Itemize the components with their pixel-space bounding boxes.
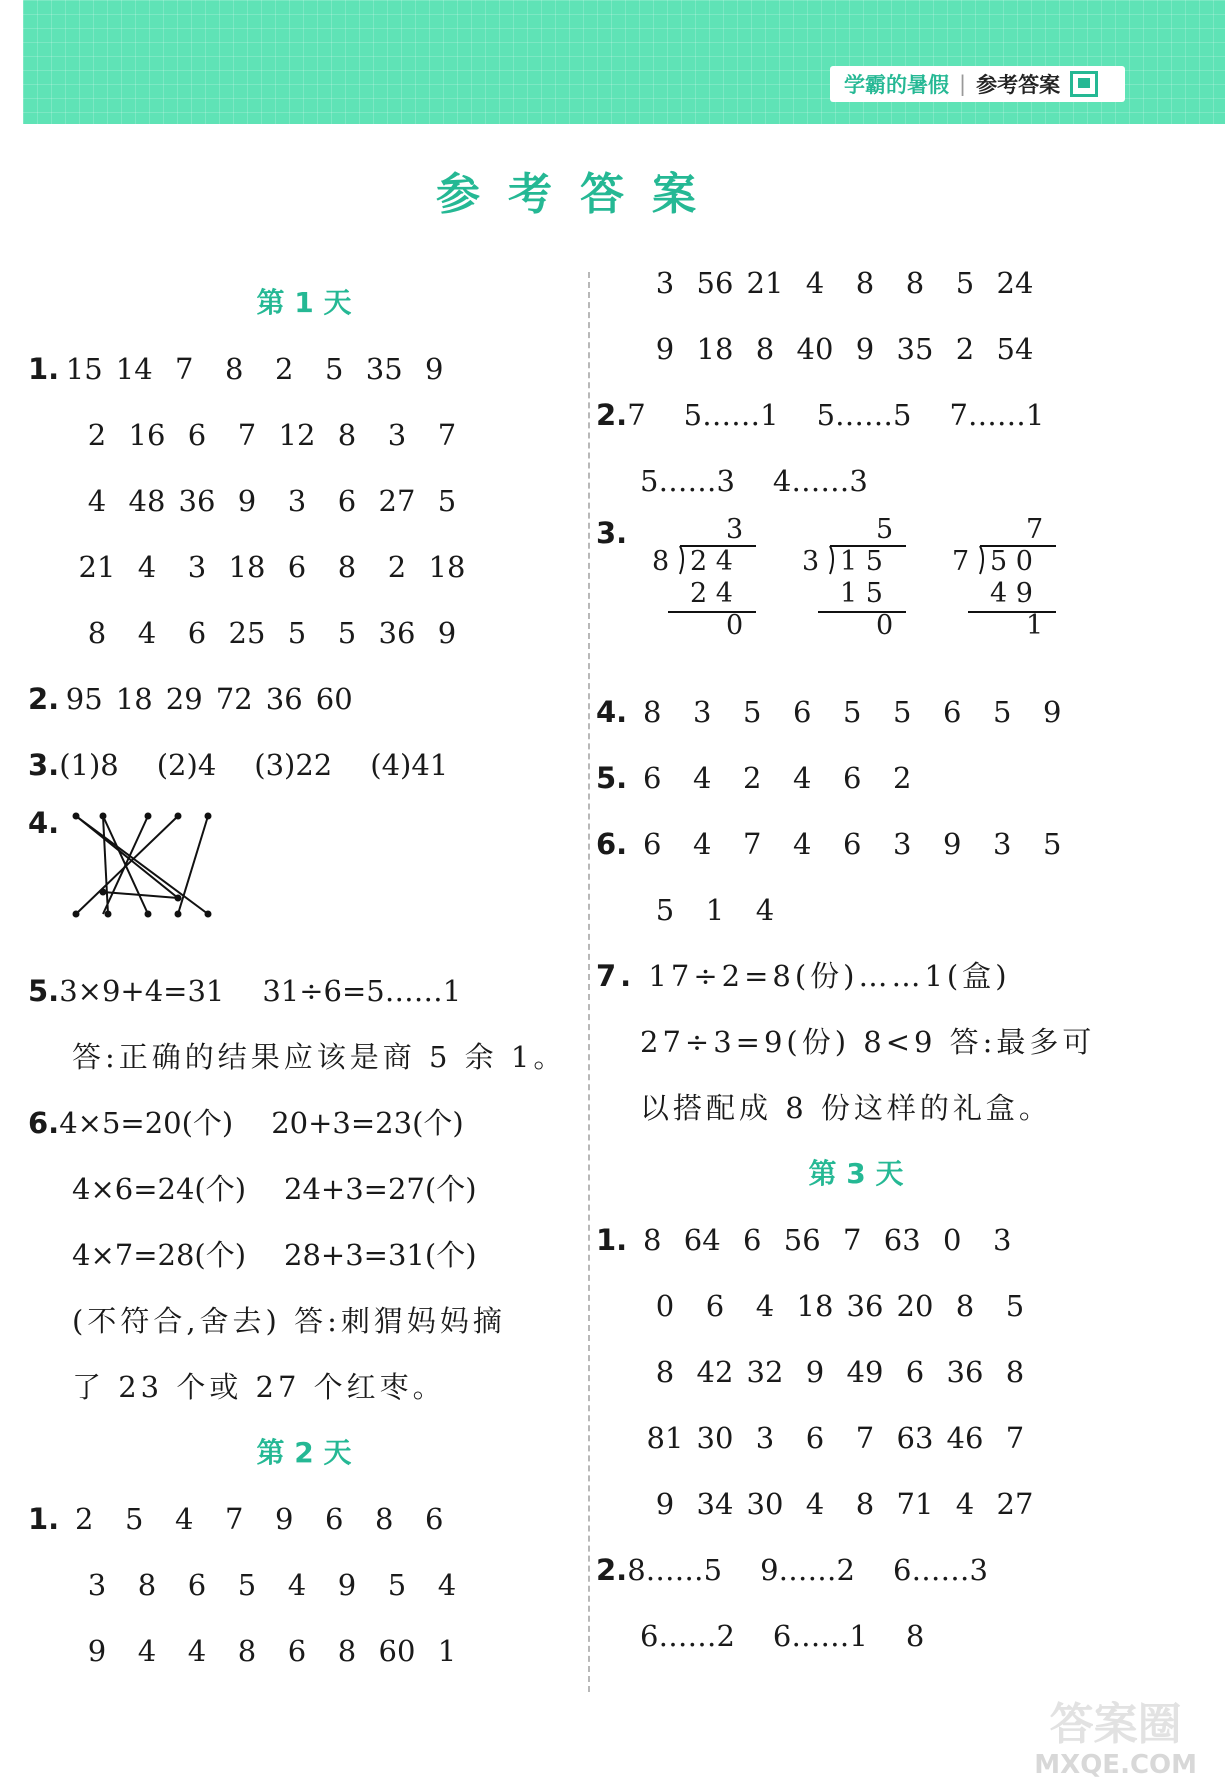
answer-value: 71 xyxy=(896,1487,934,1521)
answer-value: 6 xyxy=(842,761,862,795)
question: 2.7 5……1 5……5 7……1 xyxy=(596,382,1116,448)
answer-value: 30 xyxy=(696,1421,734,1455)
answer-value: 8 xyxy=(337,550,357,584)
answer-value: 36 xyxy=(178,484,216,518)
answer-value: 4 xyxy=(137,1634,157,1668)
answer-row xyxy=(596,250,1116,316)
answer-value: 9 xyxy=(337,1568,357,1602)
answer-value: 4×7=28(个) xyxy=(72,1238,247,1272)
header-separator: | xyxy=(959,72,967,96)
answer-value: 30 xyxy=(746,1487,784,1521)
answer-value: 4 xyxy=(692,761,712,795)
division-dividend: 5 0 xyxy=(990,546,1033,577)
answer-value: 4 xyxy=(955,1487,975,1521)
answer-value: 6 xyxy=(187,1568,207,1602)
answer-row xyxy=(596,877,1116,943)
answer-value: 9 xyxy=(805,1355,825,1389)
answer-value: 5 xyxy=(955,266,975,300)
answer-row xyxy=(28,1618,580,1684)
answer-value: 9 xyxy=(655,332,675,366)
answer-value: 2 xyxy=(87,418,107,452)
answer-value: 8 xyxy=(137,1568,157,1602)
answer-value: 8 xyxy=(374,1502,394,1536)
answer-value: 6 xyxy=(287,1634,307,1668)
division-bracket xyxy=(646,514,786,654)
answer-value: 54 xyxy=(996,332,1034,366)
answer-value: 4 xyxy=(805,1487,825,1521)
answer-value: 15 xyxy=(65,352,103,386)
answer-value: 3 xyxy=(692,695,712,729)
answer-value: 1 xyxy=(705,893,725,927)
answer-value: 64 xyxy=(683,1223,721,1257)
answer-value: 56 xyxy=(783,1223,821,1257)
answer-value: 8 xyxy=(905,266,925,300)
division-remainder: 0 xyxy=(876,610,894,641)
question: 7. 17÷2=8(份)……1(盒) xyxy=(596,959,1011,993)
answer-value: (4)41 xyxy=(370,748,449,782)
question: 1. 15 14 7 8 2 5 35 9 xyxy=(28,336,580,402)
answer-value: 5 xyxy=(324,352,344,386)
answer-value: 28+3=31(个) xyxy=(284,1238,477,1272)
question: 1. 8 64 6 56 7 63 0 3 xyxy=(596,1207,1116,1273)
answer-text: (不符合,舍去) 答:刺猬妈妈摘 xyxy=(72,1304,506,1338)
answer-value: 3 xyxy=(187,550,207,584)
answer-row xyxy=(28,534,580,600)
answer-value: 21 xyxy=(746,266,784,300)
answer-value: 42 xyxy=(696,1355,734,1389)
answer-value: 6 xyxy=(792,695,812,729)
answer-value: 5……1 xyxy=(683,398,779,432)
long-division xyxy=(946,514,1086,674)
answer-value: 48 xyxy=(128,484,166,518)
answer-value: 6 xyxy=(942,695,962,729)
question: 5.3×9+4=31 31÷6=5……1 xyxy=(28,958,580,1024)
answer-value: 72 xyxy=(215,682,253,716)
answer-value: 36 xyxy=(378,616,416,650)
answer-value: 9 xyxy=(424,352,444,386)
division-dividend: 1 5 xyxy=(840,546,883,577)
answer-value: 6……3 xyxy=(893,1553,988,1587)
answer-value: 2 xyxy=(274,352,294,386)
answer-value: 6 xyxy=(424,1502,444,1536)
answer-value: 3 xyxy=(755,1421,775,1455)
answer-value: 4 xyxy=(87,484,107,518)
answer-value: 56 xyxy=(696,266,734,300)
answer-value: 9……2 xyxy=(760,1553,856,1587)
answer-row xyxy=(596,448,1116,514)
long-division xyxy=(646,514,786,674)
answer-value: 18 xyxy=(228,550,266,584)
answer-value: 24+3=27(个) xyxy=(284,1172,477,1206)
answer-value: 5 xyxy=(892,695,912,729)
answer-value: 8 xyxy=(955,1289,975,1323)
answer-value: 0 xyxy=(942,1223,962,1257)
answer-value: (3)22 xyxy=(254,748,333,782)
answer-row xyxy=(596,316,1116,382)
answer-value: 63 xyxy=(883,1223,921,1257)
watermark: 答案圈 MXQE.COM xyxy=(1034,1699,1197,1780)
header-tag xyxy=(830,66,1125,102)
answer-value: 9 xyxy=(274,1502,294,1536)
answer-value: 0 xyxy=(655,1289,675,1323)
division-bracket xyxy=(796,514,936,654)
long-division xyxy=(796,514,936,674)
answer-value: (2)4 xyxy=(156,748,217,782)
answer-value: 3 xyxy=(287,484,307,518)
answer-value: 5 xyxy=(992,695,1012,729)
answer-value: 5 xyxy=(842,695,862,729)
answer-value: 5 xyxy=(387,1568,407,1602)
question: 1. 2 5 4 7 9 6 8 6 xyxy=(28,1486,580,1552)
answer-value: 8 xyxy=(224,352,244,386)
answer-value: 35 xyxy=(365,352,403,386)
answer-value: 8 xyxy=(337,1634,357,1668)
answer-row xyxy=(28,1156,580,1222)
answer-value: 3 xyxy=(992,827,1012,861)
answer-value: 2 xyxy=(892,761,912,795)
answer-value: 18 xyxy=(796,1289,834,1323)
answer-value: 2 xyxy=(742,761,762,795)
answer-value: 6 xyxy=(842,827,862,861)
answer-value: 63 xyxy=(896,1421,934,1455)
answer-value: 32 xyxy=(746,1355,784,1389)
answer-value: 6 xyxy=(287,550,307,584)
answer-value: 4 xyxy=(692,827,712,861)
answer-row xyxy=(28,1552,580,1618)
answer-value: 9 xyxy=(655,1487,675,1521)
answer-value: 6……2 xyxy=(640,1619,735,1653)
header-band xyxy=(23,0,1225,124)
answer-value: 8 xyxy=(87,616,107,650)
answer-value: 4 xyxy=(137,616,157,650)
answer-value: 20+3=23(个) xyxy=(271,1106,464,1140)
answer-value: 36 xyxy=(946,1355,984,1389)
answer-value: 60 xyxy=(315,682,353,716)
answer-value: 20 xyxy=(896,1289,934,1323)
answer-value: 7 xyxy=(842,1223,862,1257)
answer-value: 7 xyxy=(1005,1421,1025,1455)
answer-value: 46 xyxy=(946,1421,984,1455)
question: 6.4×5=20(个) 20+3=23(个) xyxy=(28,1090,580,1156)
answer-value: 16 xyxy=(128,418,166,452)
day-heading: 第 3 天 xyxy=(808,1157,904,1190)
answer-value: 7 xyxy=(742,827,762,861)
answer-value: 27 xyxy=(378,484,416,518)
left-column xyxy=(28,270,580,1684)
answer-value: 7 xyxy=(855,1421,875,1455)
answer-value: 49 xyxy=(846,1355,884,1389)
answer-value: 34 xyxy=(696,1487,734,1521)
answer-value: 6 xyxy=(742,1223,762,1257)
answer-value: 18 xyxy=(428,550,466,584)
answer-value: 5 xyxy=(655,893,675,927)
question: 4. 8 3 5 6 5 5 6 5 9 xyxy=(596,679,1116,745)
answer-value: 14 xyxy=(115,352,153,386)
answer-value: 4 xyxy=(755,1289,775,1323)
answer-value: 7 xyxy=(174,352,194,386)
page-title: 参考答案 xyxy=(436,169,724,220)
answer-value: 9 xyxy=(87,1634,107,1668)
answer-text: 了 23 个或 27 个红枣。 xyxy=(72,1370,446,1404)
answer-value: (1)8 xyxy=(59,748,119,782)
answer-value: 2 xyxy=(955,332,975,366)
answer-value: 81 xyxy=(646,1421,684,1455)
answer-value: 5 xyxy=(287,616,307,650)
division-product: 4 9 xyxy=(990,578,1033,609)
day-heading: 第 1 天 xyxy=(256,286,352,319)
question: 2.8……5 9……2 6……3 xyxy=(596,1537,1116,1603)
answer-value: 36 xyxy=(846,1289,884,1323)
answer-value: 36 xyxy=(265,682,303,716)
answer-value: 18 xyxy=(696,332,734,366)
answer-value: 5 xyxy=(337,616,357,650)
answer-value: 12 xyxy=(278,418,316,452)
answer-value: 4……3 xyxy=(772,464,868,498)
answer-value: 4×6=24(个) xyxy=(72,1172,247,1206)
answer-value: 6 xyxy=(642,827,662,861)
book-icon xyxy=(1070,71,1098,97)
answer-value: 6 xyxy=(337,484,357,518)
division-remainder: 0 xyxy=(726,610,744,641)
answer-value: 6 xyxy=(705,1289,725,1323)
answer-value: 6 xyxy=(642,761,662,795)
answer-text: 27÷3=9(份) 8<9 答:最多可 xyxy=(640,1025,1096,1059)
matching-lines-diagram xyxy=(68,810,268,930)
answer-row xyxy=(28,402,580,468)
long-division-set: 3. 3 8 2 4 2 4 0 5 3 1 5 1 5 0 7 7 5 0 4 9 1 xyxy=(596,514,1116,679)
answer-value: 4 xyxy=(137,550,157,584)
answer-value: 7 xyxy=(627,398,646,432)
answer-value: 27 xyxy=(996,1487,1034,1521)
answer-value: 31÷6=5……1 xyxy=(262,974,462,1008)
answer-value: 3 xyxy=(892,827,912,861)
answer-value: 8 xyxy=(642,695,662,729)
answer-value: 3×9+4=31 xyxy=(59,974,225,1008)
answer-value: 8 xyxy=(337,418,357,452)
answer-value: 21 xyxy=(78,550,116,584)
answer-value: 4 xyxy=(187,1634,207,1668)
division-product: 2 4 xyxy=(690,578,733,609)
answer-value: 8 xyxy=(642,1223,662,1257)
answer-value: 7 xyxy=(237,418,257,452)
answer-value: 4 xyxy=(287,1568,307,1602)
answer-row xyxy=(596,1405,1116,1471)
answer-text: 答:正确的结果应该是商 5 余 1。 xyxy=(72,1040,567,1074)
question: 6. 6 4 7 4 6 3 9 3 5 xyxy=(596,811,1116,877)
answer-value: 95 xyxy=(65,682,103,716)
answer-text: 17÷2=8(份)……1(盒) xyxy=(648,959,1011,993)
brand-label: 学霸的暑假 xyxy=(844,73,949,97)
matching-figure: 4. xyxy=(28,798,580,958)
answer-value: 8 xyxy=(655,1355,675,1389)
answer-value: 6 xyxy=(805,1421,825,1455)
answer-row xyxy=(596,1471,1116,1537)
division-quotient: 5 xyxy=(876,514,894,545)
division-dividend: 2 4 xyxy=(690,546,733,577)
answer-value: 18 xyxy=(115,682,153,716)
answer-row xyxy=(596,1273,1116,1339)
answer-value: 4 xyxy=(755,893,775,927)
answer-value: 7……1 xyxy=(949,398,1045,432)
answer-value: 5 xyxy=(1042,827,1062,861)
answer-value: 8……5 xyxy=(627,1553,723,1587)
answer-value: 1 xyxy=(437,1634,457,1668)
answer-row xyxy=(596,1339,1116,1405)
division-divisor: 7 xyxy=(952,546,970,577)
answer-row xyxy=(28,600,580,666)
answer-text: 以搭配成 8 份这样的礼盒。 xyxy=(640,1091,1052,1125)
answer-value: 29 xyxy=(165,682,203,716)
answer-value: 5……3 xyxy=(640,464,735,498)
answer-value: 3 xyxy=(992,1223,1012,1257)
right-column xyxy=(596,250,1116,1669)
answer-value: 5 xyxy=(1005,1289,1025,1323)
answer-value: 6 xyxy=(187,418,207,452)
answer-value: 24 xyxy=(996,266,1034,300)
answer-value: 3 xyxy=(655,266,675,300)
answer-value: 8 xyxy=(237,1634,257,1668)
answer-value: 3 xyxy=(387,418,407,452)
answer-value: 6……1 xyxy=(772,1619,868,1653)
answer-row xyxy=(28,1222,580,1288)
answer-value: 9 xyxy=(237,484,257,518)
answer-value: 4×5=20(个) xyxy=(59,1106,234,1140)
answer-value: 9 xyxy=(437,616,457,650)
answer-value: 7 xyxy=(224,1502,244,1536)
division-divisor: 8 xyxy=(652,546,670,577)
answer-value: 9 xyxy=(1042,695,1062,729)
division-remainder: 1 xyxy=(1026,610,1044,641)
answer-value: 8 xyxy=(855,1487,875,1521)
division-product: 1 5 xyxy=(840,578,883,609)
answer-row xyxy=(28,468,580,534)
answer-value: 5 xyxy=(124,1502,144,1536)
answer-value: 2 xyxy=(74,1502,94,1536)
answer-value: 3 xyxy=(87,1568,107,1602)
answer-value: 9 xyxy=(942,827,962,861)
answer-value: 5……5 xyxy=(816,398,912,432)
answer-value: 8 xyxy=(905,1619,925,1653)
answer-value: 25 xyxy=(228,616,266,650)
answer-value: 2 xyxy=(387,550,407,584)
answer-value: 4 xyxy=(792,761,812,795)
answer-row xyxy=(596,1603,1116,1669)
answer-value: 8 xyxy=(1005,1355,1025,1389)
answer-value: 6 xyxy=(324,1502,344,1536)
answer-value: 8 xyxy=(855,266,875,300)
day-heading: 第 2 天 xyxy=(256,1436,352,1469)
column-divider xyxy=(588,272,590,1692)
division-quotient: 7 xyxy=(1026,514,1044,545)
answer-value: 4 xyxy=(174,1502,194,1536)
answer-value: 40 xyxy=(796,332,834,366)
section-label: 参考答案 xyxy=(976,73,1061,97)
answer-value: 9 xyxy=(855,332,875,366)
question: 2. 95 18 29 72 36 60 xyxy=(28,666,580,732)
division-quotient: 3 xyxy=(726,514,744,545)
question: 5. 6 4 2 4 6 2 xyxy=(596,745,1116,811)
answer-value: 6 xyxy=(905,1355,925,1389)
answer-value: 35 xyxy=(896,332,934,366)
division-bracket xyxy=(946,514,1086,654)
answer-value: 5 xyxy=(437,484,457,518)
answer-value: 7 xyxy=(437,418,457,452)
answer-value: 4 xyxy=(792,827,812,861)
answer-value: 4 xyxy=(437,1568,457,1602)
answer-value: 60 xyxy=(378,1634,416,1668)
division-divisor: 3 xyxy=(802,546,820,577)
answer-value: 5 xyxy=(237,1568,257,1602)
answer-value: 4 xyxy=(805,266,825,300)
answer-value: 6 xyxy=(187,616,207,650)
question: 3.(1)8 (2)4 (3)22 (4)41 xyxy=(28,732,580,798)
answer-value: 8 xyxy=(755,332,775,366)
answer-value: 5 xyxy=(742,695,762,729)
